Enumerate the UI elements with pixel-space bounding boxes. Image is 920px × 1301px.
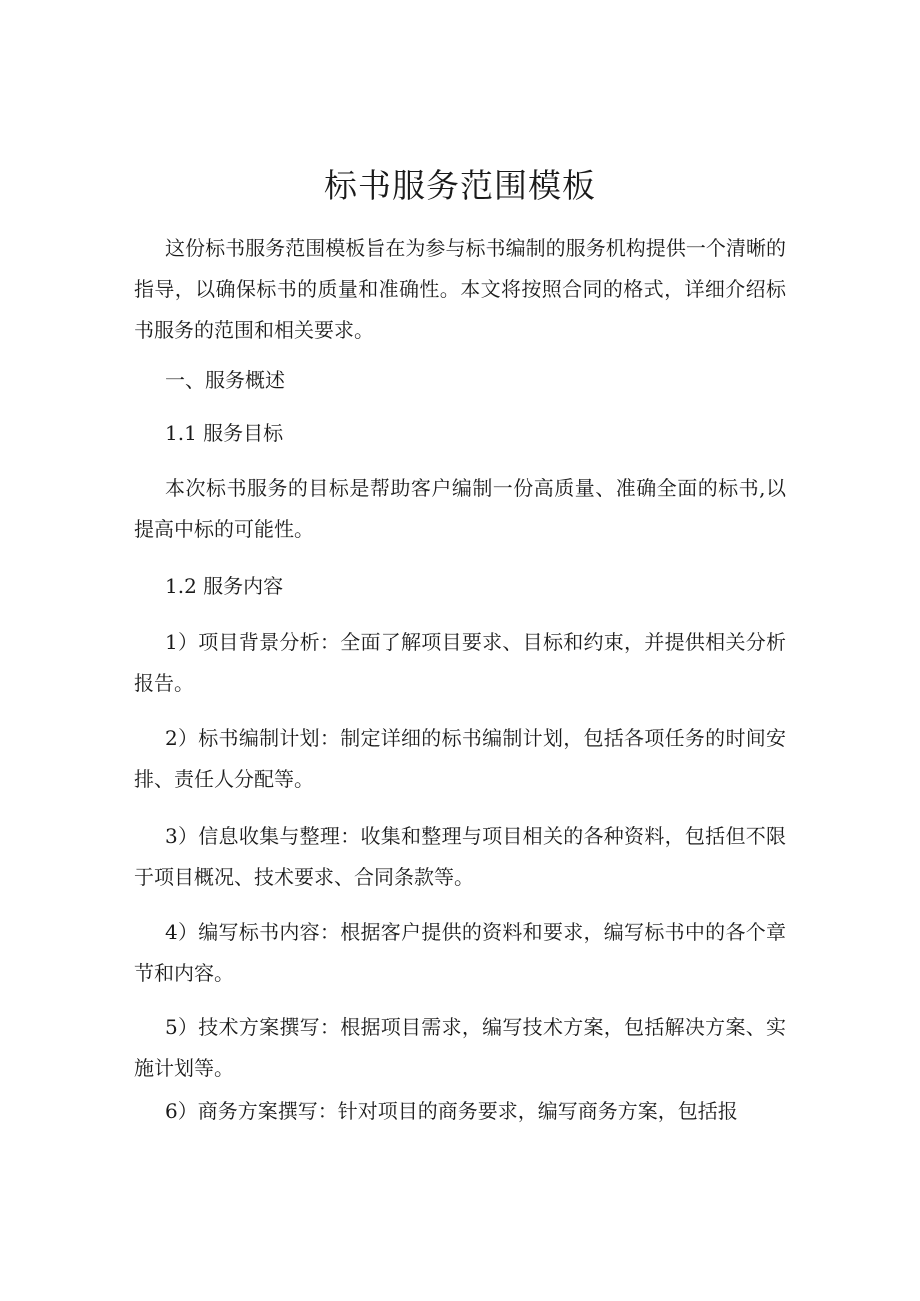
subsection-heading-content: 1.2 服务内容	[165, 574, 284, 598]
section-heading-overview: 一、服务概述	[165, 368, 285, 392]
list-item: 3）信息收集与整理：收集和整理与项目相关的各种资料，包括但不限于项目概况、技术要求、合同条款等。	[134, 824, 786, 889]
document-title: 标书服务范围模板	[324, 166, 596, 205]
goal-paragraph: 本次标书服务的目标是帮助客户编制一份高质量、准确全面的标书,以提高中标的可能性。	[134, 476, 786, 541]
subsection-heading-goal: 1.1 服务目标	[165, 421, 284, 445]
list-item: 1）项目背景分析：全面了解项目要求、目标和约束，并提供相关分析报告。	[134, 630, 786, 695]
list-item: 4）编写标书内容：根据客户提供的资料和要求，编写标书中的各个章节和内容。	[134, 920, 786, 985]
intro-paragraph: 这份标书服务范围模板旨在为参与标书编制的服务机构提供一个清晰的指导，以确保标书的质量和准确性。本文将按照合同的格式，详细介绍标书服务的范围和相关要求。	[134, 236, 786, 342]
list-item: 2）标书编制计划：制定详细的标书编制计划，包括各项任务的时间安排、责任人分配等。	[134, 726, 786, 791]
list-item: 6）商务方案撰写：针对项目的商务要求，编写商务方案，包括报	[165, 1099, 738, 1123]
list-item: 5）技术方案撰写：根据项目需求，编写技术方案，包括解决方案、实施计划等。	[134, 1015, 786, 1080]
